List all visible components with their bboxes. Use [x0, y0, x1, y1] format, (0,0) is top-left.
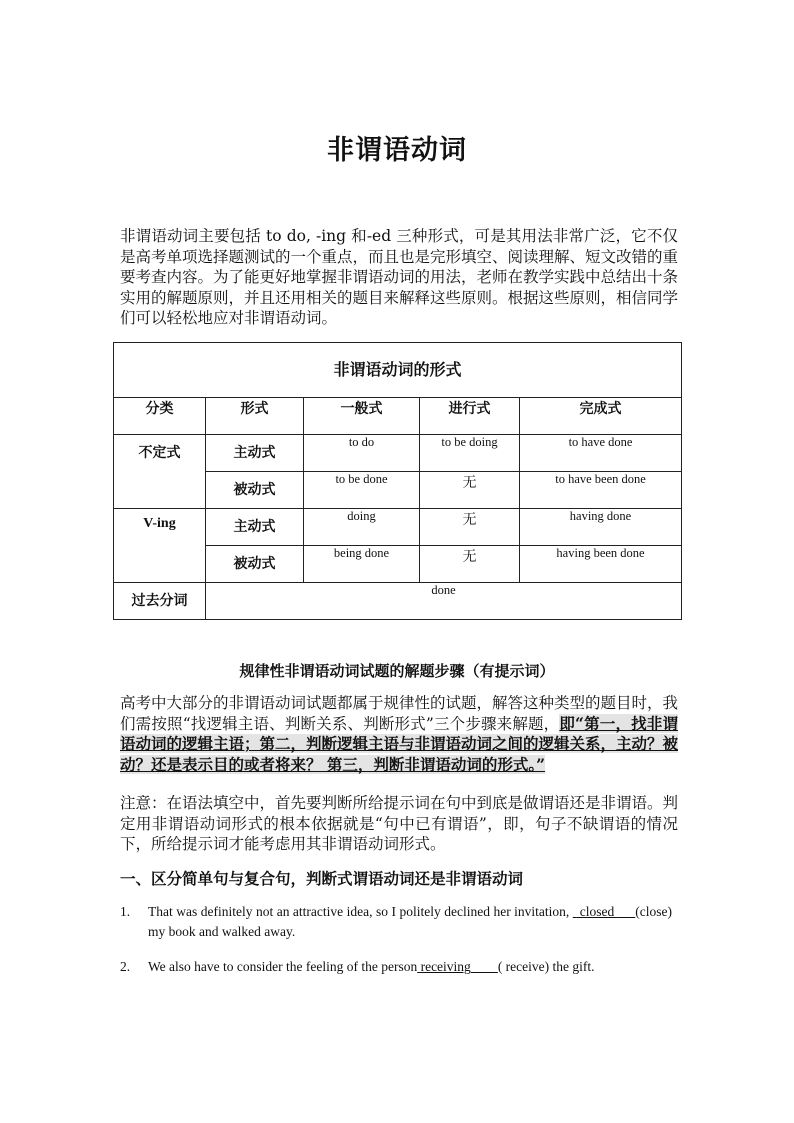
category-cell: 过去分词	[114, 583, 206, 620]
table-caption: 非谓语动词的形式	[114, 343, 682, 398]
table-cell: having been done	[520, 546, 682, 583]
exercise-number: 1.	[120, 904, 131, 919]
steps-emphasis: 即“第一，找非谓语动词的逻辑主语；第二，判断逻辑主语与非谓语动词之间的逻辑关系，主动？被动？还是表示目的或者将来？ 第三，判断非谓语动词的形式。”	[120, 713, 679, 774]
category-cell: V-ing	[114, 509, 206, 583]
table-cell: to have done	[520, 435, 682, 472]
column-header: 一般式	[304, 398, 420, 435]
table-cell: 无	[420, 509, 520, 546]
intro-paragraph: 非谓语动词主要包括 to do, -ing 和-ed 三种形式，可是其用法非常广泛，它不仅是高考单项选择题测试的一个重点，而且也是完形填空、阅读理解、短文改错的重要考查内容。为了能更好地掌握非谓语动词的用法，老师在教学实践中总结出十条实用的解题原则，并且还用相关的题目来解释这些原则。根据这些原则，相信同学们可以轻松地应对非谓语动词。	[120, 227, 679, 327]
steps-heading: 规律性非谓语动词试题的解题步骤（有提示词）	[239, 662, 555, 680]
exercise-item	[120, 957, 672, 977]
category-cell: 不定式	[114, 435, 206, 509]
answer-blank: receiving	[420, 959, 471, 974]
table-cell: to be done	[304, 472, 420, 509]
exercise-text: We also have to consider the feeling of the person receiving ( receive) the gift.	[148, 959, 595, 974]
form-cell: 主动式	[206, 509, 304, 546]
column-header: 进行式	[420, 398, 520, 435]
table-cell: to have been done	[520, 472, 682, 509]
form-cell: 被动式	[206, 546, 304, 583]
table-cell: to do	[304, 435, 420, 472]
column-header: 形式	[206, 398, 304, 435]
exercise-number: 2.	[120, 959, 131, 974]
table-cell: done	[206, 583, 682, 620]
note-paragraph: 注意：在语法填空中，首先要判断所给提示词在句中到底是做谓语还是非谓语。判定用非谓语动词形式的根本依据就是“句中已有谓语”，即，句子不缺谓语的情况下，所给提示词才能考虑用其非谓语动词形式。	[120, 794, 679, 853]
exercise-item	[120, 902, 672, 942]
answer-blank: closed	[576, 904, 618, 919]
table-cell: 无	[420, 472, 520, 509]
steps-paragraph	[120, 693, 678, 775]
page-title: 非谓语动词	[327, 135, 467, 166]
exercise-text: That was definitely not an attractive idea, so I politely declined her invitation, closed (close) my book and walked away.	[148, 904, 672, 939]
steps-text: 高考中大部分的非谓语动词试题都属于规律性的试题，解答这种类型的题目时，我们需按照“找逻辑主语、判断关系、判断形式”三个步骤来解题，	[120, 694, 679, 733]
table-cell: being done	[304, 546, 420, 583]
forms-table	[113, 342, 682, 620]
section-heading: 一、区分简单句与复合句，判断式谓语动词还是非谓语动词	[120, 869, 524, 888]
form-cell: 被动式	[206, 472, 304, 509]
table-cell: having done	[520, 509, 682, 546]
table-cell: doing	[304, 509, 420, 546]
table-cell: to be doing	[420, 435, 520, 472]
form-cell: 主动式	[206, 435, 304, 472]
table-cell: 无	[420, 546, 520, 583]
column-header: 分类	[114, 398, 206, 435]
column-header: 完成式	[520, 398, 682, 435]
